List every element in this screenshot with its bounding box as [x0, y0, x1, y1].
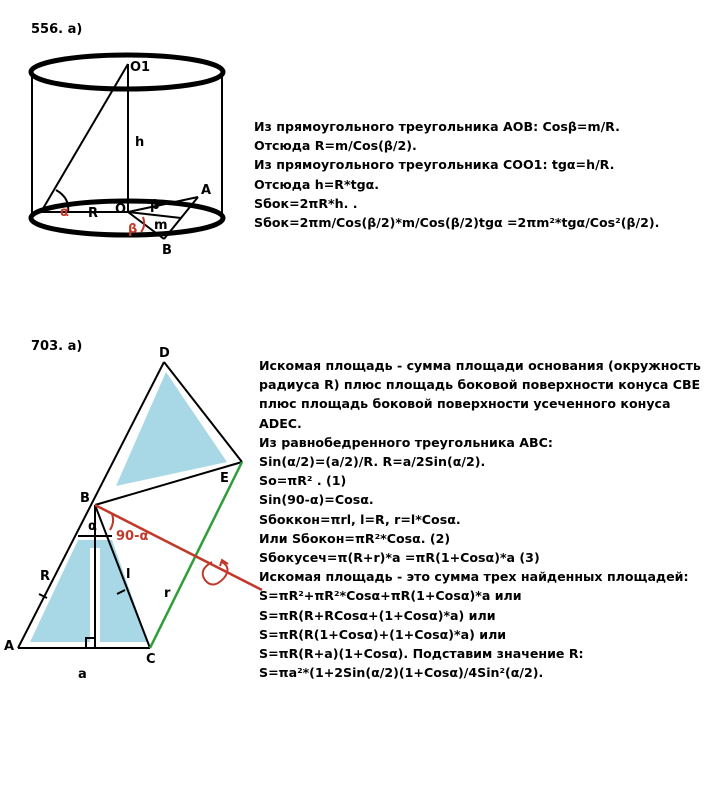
label-90-alpha: 90-α	[116, 529, 149, 544]
label-C: C	[146, 652, 156, 667]
solution-line: Sin(90-α)=Cosα.	[259, 492, 374, 508]
label-O: O	[115, 202, 127, 217]
line-E-C-green	[150, 462, 242, 648]
solution-line: Отсюда h=R*tgα.	[254, 176, 380, 192]
angle-beta-arc	[141, 217, 144, 232]
label-O1: O1	[130, 60, 151, 75]
solution-line: Sбок=2πR*h. .	[254, 195, 358, 211]
label-alpha-703: α	[88, 519, 97, 534]
label-B-703: B	[80, 491, 90, 506]
solution-line: S=πR(R+RCosα+(1+Cosα)*a) или	[259, 607, 496, 623]
label-m: m	[154, 218, 168, 233]
angle-90-alpha-arc	[110, 514, 113, 530]
upper-triangle-fill	[116, 372, 227, 486]
solution-line: Из равнобедренного треугольника АВС:	[259, 434, 553, 450]
solution-line: Sбокусеч=π(R+r)*a =πR(1+Cosα)*a (3)	[259, 550, 540, 566]
label-beta-bottom: β	[128, 222, 138, 237]
label-R-703: R	[40, 569, 51, 584]
solution-line: Отсюда R=m/Cos(β/2).	[254, 138, 417, 154]
label-A-703: A	[4, 639, 15, 654]
label-l: l	[126, 567, 131, 582]
solution-line: Или Sбокон=πR²*Cosα. (2)	[259, 530, 451, 546]
solution-line: Из прямоугольного треугольника АОВ: Cosβ=m/R.	[254, 119, 620, 134]
solution-line: S=πa²*(1+2Sin(α/2)(1+Cosα)/4Sin²(α/2).	[259, 665, 544, 681]
problem-556-number: 556. а)	[31, 22, 83, 37]
solution-line: Sбок=2πm/Cos(β/2)*m/Cos(β/2)tgα =2πm²*tgα/Cos²(β/2).	[254, 215, 660, 231]
label-alpha: α	[60, 205, 69, 220]
solution-line: Искомая площадь - сумма площади основания (окружность радиуса R) плюс площадь боковой поверхности конуса CBE плюс площадь боковой поверхности усеченного конуса ADEC.	[259, 358, 701, 431]
label-A: A	[201, 183, 212, 198]
problem-703-number: 703. а)	[31, 339, 83, 354]
cone-figure	[18, 362, 262, 648]
solution-703-text	[259, 356, 705, 682]
solution-556-text	[254, 117, 659, 232]
solution-line: Sбоккон=πrl, l=R, r=l*Cosα.	[259, 511, 461, 527]
label-r: r	[164, 586, 171, 601]
label-D: D	[159, 346, 170, 361]
solution-line: S=πR²+πR²*Cosα+πR(1+Cosα)*a или	[259, 588, 522, 604]
solution-line: S=πR(R+a)(1+Cosα). Подставим значение R:	[259, 646, 584, 662]
label-h: h	[135, 135, 145, 150]
label-a: a	[78, 667, 87, 682]
label-beta-top: β	[150, 198, 160, 213]
solution-line: S=πR(R(1+Cosα)+(1+Cosα)*a) или	[259, 626, 507, 642]
label-E: E	[220, 471, 229, 486]
label-B: B	[162, 243, 172, 258]
label-R: R	[88, 206, 99, 221]
solution-line: Из прямоугольного треугольника СОО1: tgα=h/R.	[254, 157, 615, 173]
solution-line: Искомая площадь - это сумма трех найденных площадей:	[259, 569, 689, 585]
solution-line: Sin(α/2)=(a/2)/R. R=a/2Sin(α/2).	[259, 454, 486, 470]
solution-line: So=πR² . (1)	[259, 473, 347, 489]
